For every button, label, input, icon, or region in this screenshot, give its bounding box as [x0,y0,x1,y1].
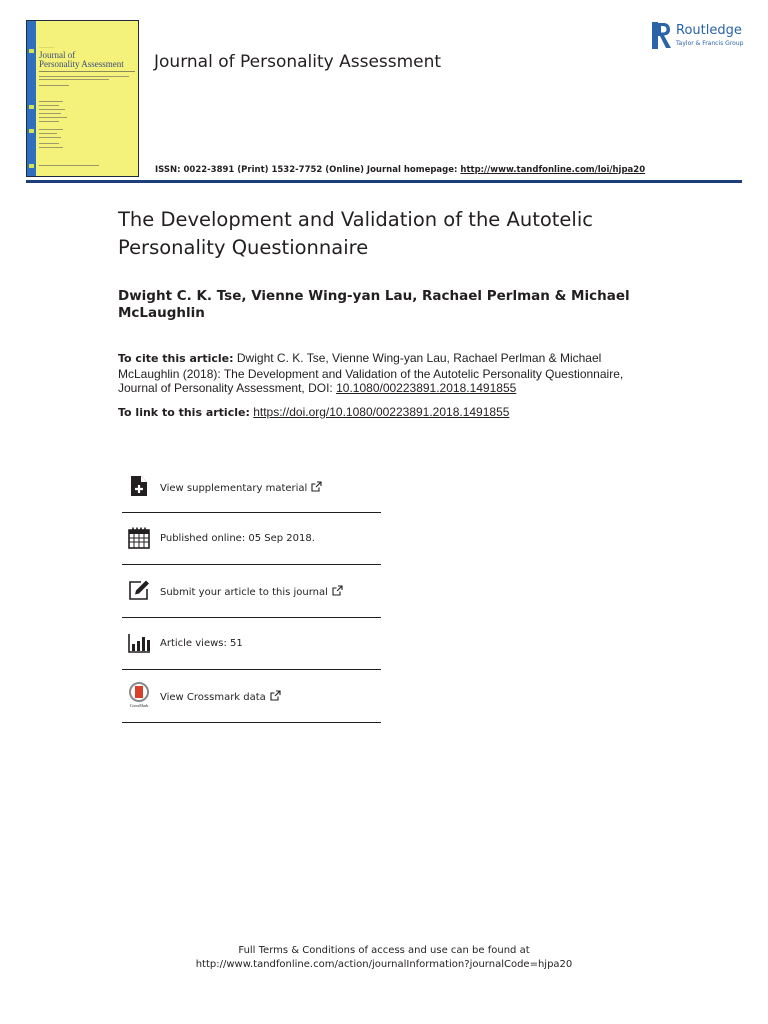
article-views-text: Article views: 51 [160,638,243,649]
published-online-text: Published online: 05 Sep 2018. [160,533,315,544]
article-link-block [118,405,658,420]
footer [0,944,768,972]
crossmark-row[interactable] [122,670,381,723]
routledge-logo [652,20,748,50]
citation-block [118,351,658,396]
publisher-name: Routledge [676,23,742,38]
article-doi-link[interactable]: https://doi.org/10.1080/00223891.2018.1491855 [253,405,510,419]
calendar-icon [128,527,150,549]
article-title: The Development and Validation of the Autotelic Personality Questionnaire [118,208,593,259]
citation-label: To cite this article: [118,352,234,365]
article-views-row [122,618,381,670]
supplementary-material-row[interactable] [122,461,381,513]
cover-title: Journal of Personality Assessment [39,50,124,69]
routledge-r-icon [652,22,672,49]
footer-terms-link[interactable]: http://www.tandfonline.com/action/journalInformation?journalCode=hjpa20 [195,959,573,970]
supplementary-material-link[interactable]: View supplementary material [160,481,322,494]
published-online-row [122,513,381,565]
svg-text:CrossMark: CrossMark [129,703,149,708]
crossmark-icon [128,682,150,708]
submit-article-link[interactable]: Submit your article to this journal [160,585,343,598]
external-link-icon [270,690,281,701]
external-link-icon [311,481,322,492]
submit-article-row[interactable] [122,565,381,618]
cover-spine [27,21,36,176]
bar-chart-icon [128,632,150,654]
citation-text: Dwight C. K. Tse, Vienne Wing-yan Lau, Rachael Perlman & Michael McLaughlin (2018): The Development and Validation of the Autotelic Personality Questionnaire, Journal of Personality Assessment, DOI: [118,351,624,395]
external-link-icon [332,585,343,596]
issn-line [155,165,645,175]
issn-text: ISSN: 0022-3891 (Print) 1532-7752 (Online) Journal homepage: [155,165,458,175]
journal-homepage-link[interactable]: http://www.tandfonline.com/loi/hjpa20 [460,165,646,175]
article-authors: Dwight C. K. Tse, Vienne Wing-yan Lau, Rachael Perlman & Michael McLaughlin [118,288,630,321]
document-plus-icon [128,475,150,497]
journal-cover-image: ————— Journal of Personality Assessment [26,20,139,177]
publisher-subtitle: Taylor & Francis Group [676,40,744,47]
journal-name: Journal of Personality Assessment [154,52,442,72]
citation-doi-link[interactable]: 10.1080/00223891.2018.1491855 [336,381,517,395]
footer-terms-text: Full Terms & Conditions of access and use can be found at [238,945,530,956]
crossmark-link[interactable]: View Crossmark data [160,690,281,703]
edit-icon [128,579,150,601]
header-divider [26,180,742,183]
link-label: To link to this article: [118,406,250,419]
